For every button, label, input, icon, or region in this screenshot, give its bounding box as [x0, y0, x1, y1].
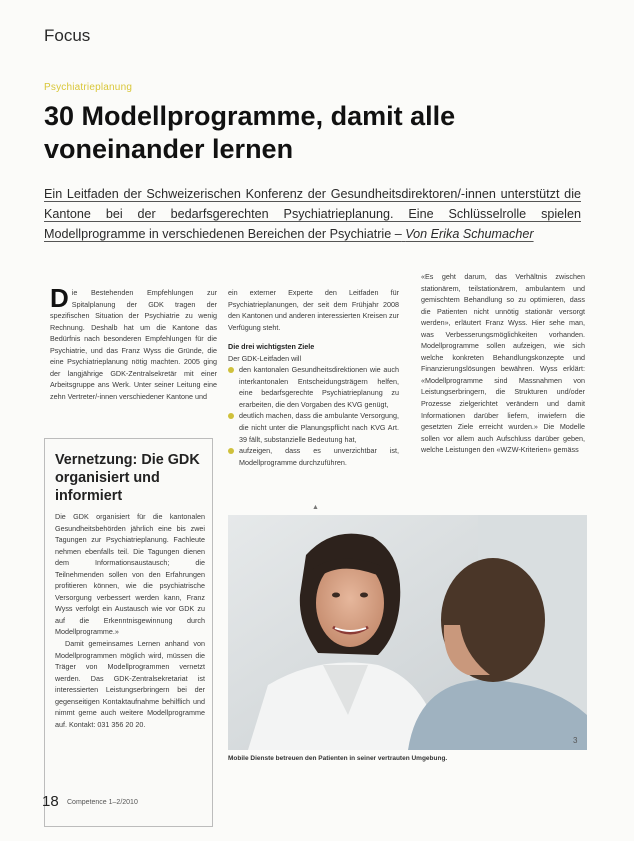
- column-2-intro: ein externer Experte den Leitfaden für Psychiatrieplanungen, der seit dem Frühjahr 2008 den Kantonen und anderen interessierten Kreisen zur Verfügung steht.: [228, 288, 399, 332]
- article-lead: [44, 184, 581, 244]
- info-box-paragraph-2: Damit gemeinsames Lernen anhand von Modellprogrammen möglich wird, müssen die Träger von Modellprogrammen vernetzt werden. Das GDK-Zentralsekretariat ist interessierten Leistungserbringern bei der gegenseitigen Kontaktaufnahme behilflich und nimmt gerne auch weitere Modellprogramme auf. Kontakt: 031 356 20 20.: [55, 639, 205, 729]
- info-box-paragraph-1: Die GDK organisiert für die kantonalen Gesundheitsbehörden jährlich eine bis zwei Tagungen zur Psychiatrieplanung. Fachleute nehmen ebenfalls teil. Die Tagungen dienen dem Informationsaustausch; die Teilnehmenden sollen von den Erfahrungen profitieren können, wie die psychiatrische Versorgung verbessert werden kann, Franz Wyss verfolgt ein Austausch wie vor GDK zu auf die Erkenntnisgewinnung durch Modellprogramme.»: [55, 512, 205, 637]
- goals-list: [228, 364, 399, 468]
- bullets-intro: Der GDK-Leitfaden will: [228, 353, 302, 363]
- continue-marker-icon: ▲: [312, 504, 319, 511]
- lead-text: Ein Leitfaden der Schweizerischen Konferenz der Gesundheitsdirektoren/-innen unterstützt die Kantone bei der bedarfsgerechten Psychiatrieplanung. Eine Schlüsselrolle spielen Modellprogramme in verschiedenen Bereichen der Psychiatrie –: [44, 187, 581, 241]
- info-box-title: Vernetzung: Die GDK organisiert und informiert: [55, 452, 200, 504]
- photo-caption: Mobile Dienste betreuen den Patienten in seiner vertrauten Umgebung.: [228, 755, 448, 762]
- goal-item: [228, 410, 399, 445]
- drop-cap: D: [50, 283, 69, 313]
- goal-item: [228, 445, 399, 468]
- svg-text:3: 3: [573, 736, 578, 745]
- info-box: [44, 438, 213, 827]
- goal-item: [228, 364, 399, 410]
- body-column-1: [50, 283, 217, 402]
- publication-source: Competence 1–2/2010: [67, 799, 138, 806]
- article-kicker: Psychiatrieplanung: [44, 82, 133, 93]
- goal-text: deutlich machen, dass die ambulante Versorgung, die nicht unter die Planungspflicht nach KVG Art. 39 fällt, substanzielle Bedeutung hat,: [239, 411, 399, 444]
- author-byline: Von Erika Schumacher: [405, 227, 534, 241]
- page-number: 18: [42, 793, 59, 810]
- column-2-subhead: Die drei wichtigsten Ziele: [228, 342, 315, 352]
- article-photo: [228, 515, 587, 750]
- article-title: 30 Modellprogramme, damit alle voneinander lernen: [44, 101, 456, 164]
- bullet-icon: [228, 367, 234, 373]
- info-box-body: [55, 511, 205, 730]
- body-column-2: [228, 287, 399, 468]
- goal-text: den kantonalen Gesundheitsdirektionen wie auch interkantonalen Entscheidungsträgern helfen, eine bedarfsgerechte Psychiatrieplanung zu erarbeiten, die den Vorgaben des KVG genügt,: [239, 365, 399, 409]
- bullet-icon: [228, 448, 234, 454]
- column-1-paragraph: [50, 283, 217, 402]
- bullet-icon: [228, 413, 234, 419]
- column-3-text: «Es geht darum, das Verhältnis zwischen stationärem, teilstationärem, ambulantem und gemischtem Behandlung so zu optimieren, dass die Patienten nicht unnötig stationär versorgt werden», erläutert Franz Wyss. Hier sehe man, was Verbesserungsmöglichkeiten vorhanden. Modellprogramme sollen aufzeigen, wie sich welche konkreten Behandlungskonzepte und Finanzierungslösungen bewähren. Wyss erklärt: «Modellprogramme sind Massnahmen von Leistungserbringern, die Strukturen und/oder Prozesse zielgerichtet verändern und damit Informationen darüber liefern, inwiefern die gesetzten Ziele erreicht wurden.» Die Modelle sollen vor allem auch Aufschluss darüber geben, welche Leistungen den «WZW-Kriterien» gemäss: [421, 272, 585, 455]
- goal-text: aufzeigen, dass es unverzichtbar ist, Modellprogramme durchzuführen.: [239, 446, 399, 467]
- column-1-text: ie Bestehenden Empfehlungen zur Spitalplanung der GDK tragen der spezifischen Situation der Psychiatrie zu wenig Rechnung. Deshalb hat um die Kantone das Bedürfnis nach besonderen Empfehlungen für die Psychiatrie, und das Franz Wyss die Gründe, die eine Psychiatrieplanung nötig machten. 2005 ging der langjährige GDK-Zentralsekretär mit einer Arbeitsgruppe ans Werk. Unter seiner Leitung eine zehn Vertreter/-innen verschiedener Kantone und: [50, 288, 217, 401]
- body-column-3: [421, 271, 585, 456]
- photo-nurse-patient: [228, 515, 587, 750]
- section-label: Focus: [44, 26, 91, 45]
